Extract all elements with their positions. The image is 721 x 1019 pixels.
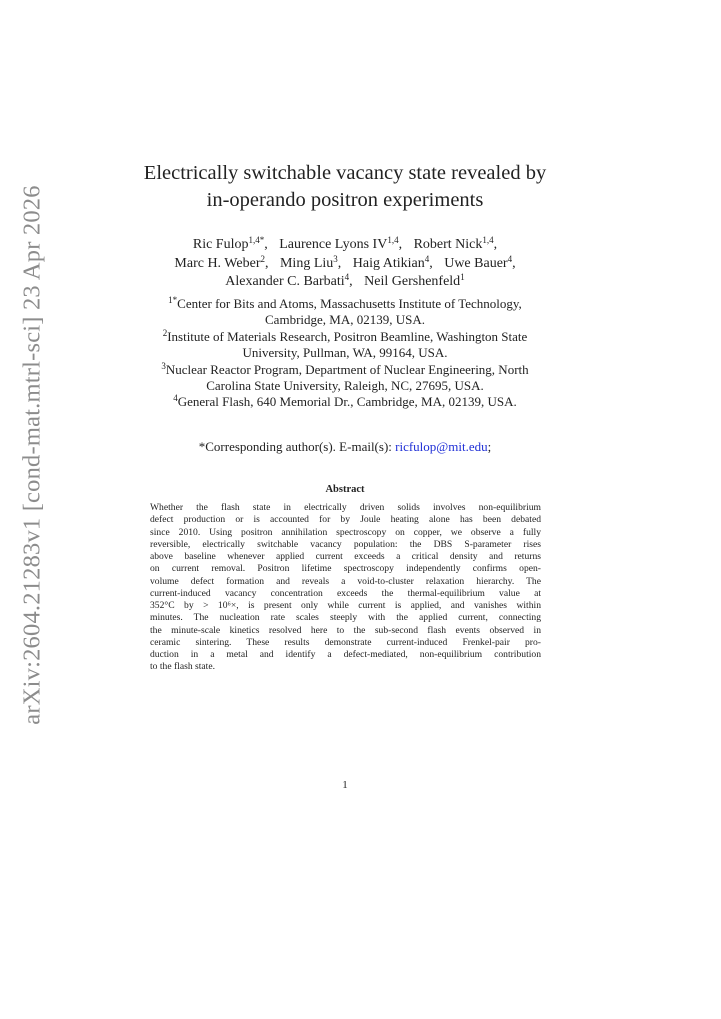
email-link[interactable]: ricfulop@mit.edu [395,439,488,454]
abstract-line: above baseline whenever applied current exceeds a critical density and returns [150,551,541,562]
affiliation-2-cont: University, Pullman, WA, 99164, USA. [242,345,448,361]
author-line-2 [100,255,590,274]
abstract-line: current-induced vacancy concentration exceeds the thermal-equilibrium value at [150,587,541,599]
abstract-line: 352°C by > 10⁶×, is present only while current is applied, and vanishes within [150,600,541,611]
author: Alexander C. Barbati$^4$, [225,272,353,289]
abstract-body [150,502,541,674]
author: Neil Gershenfeld$^1$ [364,272,465,289]
author: Ric Fulop$^{1,4*}$, [192,235,268,252]
affiliation-1: $^{1*}$Center for Bits and Atoms, Massachusetts Institute of Technology, [168,295,522,311]
abstract-line: Whether the flash state in electrically driven solids involves non-equilibrium [150,502,541,513]
title-line-2: in-operando positron experiments [206,189,484,211]
affiliation-4: $^4$General Flash, 640 Memorial Dr., Cambridge, MA, 02139, USA. [173,393,517,410]
corresponding-author [100,439,590,455]
author: Marc H. Weber$^2$, [174,253,269,271]
corresponding-suffix: ; [487,439,492,454]
abstract-line: since 2010. Using positron annihilation spectroscopy on copper, we observe a fully [150,526,541,538]
page-number: 1 [342,779,348,791]
affiliation-list [100,296,590,411]
author: Laurence Lyons IV$^{1,4}$, [279,235,403,252]
affiliation-1-cont: Cambridge, MA, 02139, USA. [265,312,425,328]
author: Haig Atikian$^4$, [352,253,433,271]
abstract-line: minutes. The nucleation rate scales steeply with the applied current, connecting [150,612,541,624]
abstract-line: ceramic sintering. These results demonstrate current-induced Frenkel-pair pro- [150,636,541,648]
abstract-line: defect production or is accounted for by Joule heating alone has been debated [150,514,541,526]
author-line-1 [100,236,590,255]
arxiv-identifier: arXiv:2604.21283v1 [cond-mat.mtrl-sci] 23 Apr 2026 [19,185,47,725]
author: Uwe Bauer$^4$, [444,253,516,271]
affiliation-3-cont: Carolina State University, Raleigh, NC, 27695, USA. [206,378,484,394]
abstract-line: volume defect formation and reveals a void-to-cluster relaxation hierarchy. The [150,575,541,587]
author-line-3 [100,273,590,292]
arxiv-side-stamp [10,185,56,725]
abstract-line: on current removal. Positron lifetime spectroscopy independently confirms open- [150,563,541,575]
abstract-line: duction in a metal and identify a defect-mediated, non-equilibrium contribution [150,649,541,660]
author: Ming Liu$^3$, [279,253,342,271]
author-list [100,236,590,292]
abstract-line: to the flash state. [150,661,216,673]
abstract-heading: Abstract [325,484,365,495]
paper-title [100,160,590,214]
affiliation-3: $^3$Nuclear Reactor Program, Department of Nuclear Engineering, North [161,360,529,377]
abstract-line: reversible, electrically switchable vacancy population: the DBS S-parameter rises [150,538,541,550]
affiliation-2: $^2$Institute of Materials Research, Positron Beamline, Washington State [162,327,528,344]
author: Robert Nick$^{1,4}$, [413,235,498,252]
corresponding-label: *Corresponding author(s). E-mail(s): [198,439,396,454]
abstract-line: the minute-scale kinetics resolved here to the sub-second flash events observed in [150,624,541,636]
title-line-1: Electrically switchable vacancy state revealed by [143,162,547,184]
